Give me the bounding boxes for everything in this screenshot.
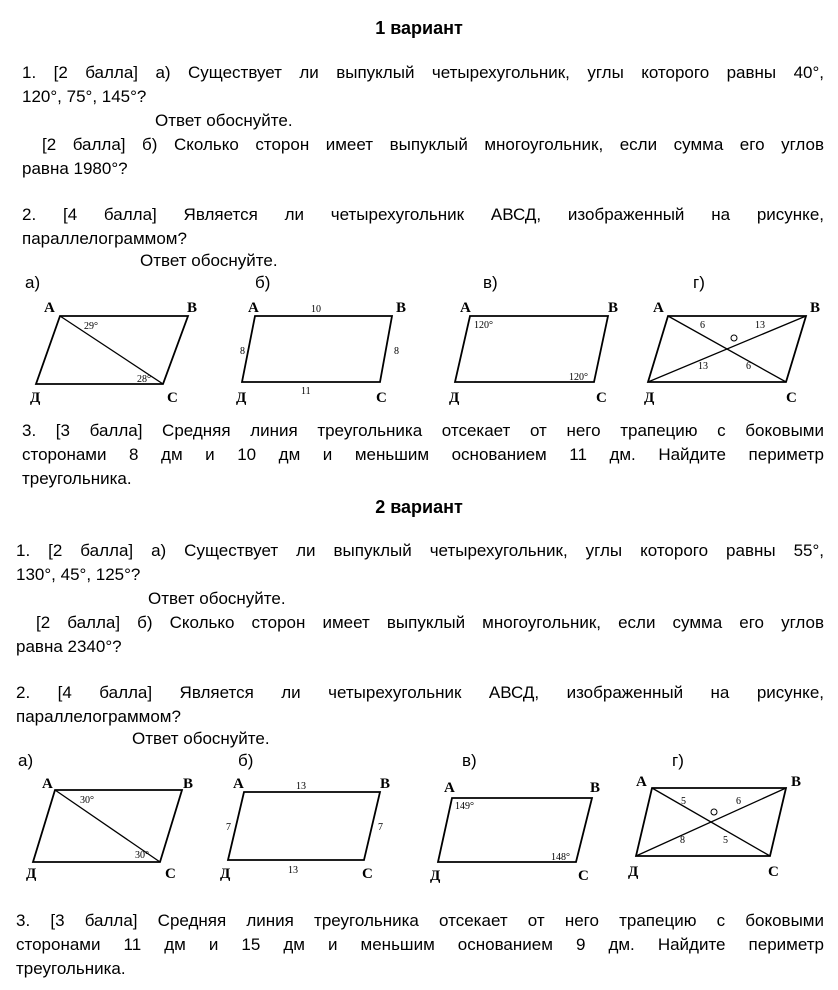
v2-q1-line2: 130°, 45°, 125°? — [16, 565, 141, 584]
diagonal-bd — [636, 788, 786, 856]
v1-fig-a-label: а) — [25, 273, 41, 292]
segment-label-2: 6 — [736, 796, 741, 807]
angle-label-c: 120° — [569, 372, 588, 383]
parallelogram-shape — [242, 316, 392, 382]
v1-fig-v-label: в) — [483, 273, 498, 292]
vertex-c: С — [376, 390, 387, 406]
v1-figure-g — [644, 300, 820, 406]
vertex-c: С — [362, 866, 373, 882]
v2-q3-line2: сторонами 11 дм и 15 дм и меньшим основанием 9 дм. Найдите периметр — [16, 935, 824, 954]
v2-q1-line3: Ответ обоснуйте. — [148, 589, 286, 608]
vertex-d: Д — [449, 390, 460, 406]
v1-q1-line5: равна 1980°? — [22, 159, 128, 178]
center-point — [711, 809, 717, 815]
vertex-d: Д — [628, 864, 639, 880]
v2-q2-line2: параллелограммом? — [16, 707, 181, 726]
vertex-a: А — [44, 300, 55, 316]
side-top-label: 10 — [311, 304, 321, 315]
side-left-label: 8 — [240, 346, 245, 357]
v1-figure-v — [449, 300, 618, 406]
angle-label-bottom: 30° — [135, 850, 149, 861]
vertex-a: А — [460, 300, 471, 316]
v1-fig-g-label: г) — [693, 273, 705, 292]
v2-figure-a — [26, 776, 193, 882]
variant1-title: 1 вариант — [375, 18, 463, 38]
v2-q1-line1: 1. [2 балла] а) Существует ли выпуклый четырехугольник, углы которого равны 55°, — [16, 541, 824, 560]
v2-q2-line3: Ответ обоснуйте. — [132, 729, 270, 748]
vertex-c: С — [596, 390, 607, 406]
v1-figure-a — [30, 300, 197, 406]
vertex-b: В — [810, 300, 821, 316]
side-right-label: 8 — [394, 346, 399, 357]
v1-q1-line1: 1. [2 балла] а) Существует ли выпуклый четырехугольник, углы которого равны 40°, — [22, 63, 824, 82]
vertex-c: С — [786, 390, 797, 406]
side-right-label: 7 — [378, 822, 383, 833]
vertex-c: С — [768, 864, 779, 880]
vertex-a: А — [248, 300, 259, 316]
v2-q2-line1: 2. [4 балла] Является ли четырехугольник АВСД, изображенный на рисунке, — [16, 683, 824, 702]
v2-fig-b-label: б) — [238, 751, 254, 770]
v2-q1-line5: равна 2340°? — [16, 637, 122, 656]
v1-q2-line2: параллелограммом? — [22, 229, 187, 248]
angle-label-top: 29° — [84, 321, 98, 332]
v2-figure-v — [430, 780, 600, 884]
vertex-a: А — [653, 300, 664, 316]
v1-q2-line3: Ответ обоснуйте. — [140, 251, 278, 270]
vertex-b: В — [187, 300, 198, 316]
v1-q2-line1: 2. [4 балла] Является ли четырехугольник АВСД, изображенный на рисунке, — [22, 205, 824, 224]
vertex-d: Д — [26, 866, 37, 882]
vertex-d: Д — [30, 390, 41, 406]
vertex-a: А — [444, 780, 455, 796]
side-bottom-label: 11 — [301, 386, 311, 397]
v2-q1-line4: [2 балла] б) Сколько сторон имеет выпуклый многоугольник, если сумма его углов — [36, 613, 824, 632]
diagonal-bd — [648, 316, 806, 382]
center-point — [731, 335, 737, 341]
vertex-d: Д — [236, 390, 247, 406]
v1-q3-line2: сторонами 8 дм и 10 дм и меньшим основанием 11 дм. Найдите периметр — [22, 445, 824, 464]
segment-label-4: 5 — [723, 835, 728, 846]
side-top-label: 13 — [296, 781, 306, 792]
angle-label-c: 148° — [551, 852, 570, 863]
v1-q1-line3: Ответ обоснуйте. — [155, 111, 293, 130]
vertex-b: В — [791, 774, 802, 790]
vertex-d: Д — [430, 868, 441, 884]
segment-label-2: 13 — [755, 320, 765, 331]
v1-q1-line2: 120°, 75°, 145°? — [22, 87, 147, 106]
v2-fig-v-label: в) — [462, 751, 477, 770]
side-bottom-label: 13 — [288, 865, 298, 876]
segment-label-3: 13 — [698, 361, 708, 372]
angle-label-a: 149° — [455, 801, 474, 812]
v2-figure-b — [220, 776, 390, 882]
v2-fig-a-label: а) — [18, 751, 34, 770]
vertex-c: С — [578, 868, 589, 884]
vertex-a: А — [636, 774, 647, 790]
vertex-b: В — [590, 780, 601, 796]
vertex-c: С — [165, 866, 176, 882]
v2-q3-line3: треугольника. — [16, 959, 126, 978]
variant2-title: 2 вариант — [375, 497, 463, 517]
parallelogram-shape — [228, 792, 380, 860]
v1-q3-line3: треугольника. — [22, 469, 132, 488]
v2-q3-line1: 3. [3 балла] Средняя линия треугольника отсекает от него трапецию с боковыми — [16, 911, 824, 930]
angle-label-a: 120° — [474, 320, 493, 331]
angle-label-bottom: 28° — [137, 374, 151, 385]
v2-figures — [0, 746, 838, 886]
angle-label-top: 30° — [80, 795, 94, 806]
v1-figure-b — [236, 300, 406, 406]
vertex-c: С — [167, 390, 178, 406]
v1-q3-line1: 3. [3 балла] Средняя линия треугольника отсекает от него трапецию с боковыми — [22, 421, 824, 440]
v2-fig-g-label: г) — [672, 751, 684, 770]
v1-fig-b-label: б) — [255, 273, 271, 292]
vertex-b: В — [380, 776, 391, 792]
vertex-a: А — [233, 776, 244, 792]
vertex-d: Д — [220, 866, 231, 882]
segment-label-4: 6 — [746, 361, 751, 372]
vertex-b: В — [396, 300, 407, 316]
vertex-a: А — [42, 776, 53, 792]
side-left-label: 7 — [226, 822, 231, 833]
vertex-b: В — [183, 776, 194, 792]
vertex-b: В — [608, 300, 619, 316]
v2-figure-g — [628, 774, 801, 880]
segment-label-1: 6 — [700, 320, 705, 331]
segment-label-3: 8 — [680, 835, 685, 846]
v1-q1-line4: [2 балла] б) Сколько сторон имеет выпуклый многоугольник, если сумма его углов — [42, 135, 824, 154]
vertex-d: Д — [644, 390, 655, 406]
segment-label-1: 5 — [681, 796, 686, 807]
v1-figures — [0, 268, 838, 406]
